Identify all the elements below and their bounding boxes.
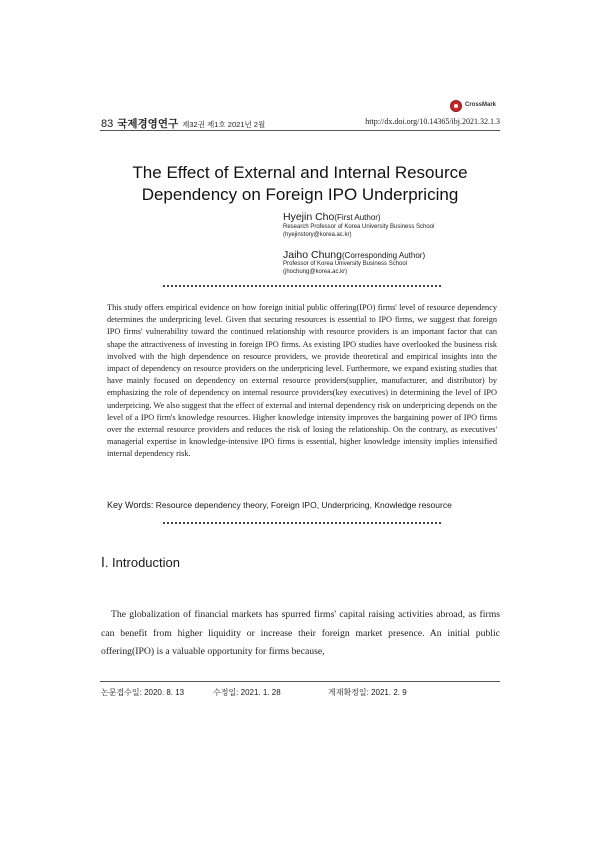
crossmark-label: CrossMark xyxy=(465,102,497,108)
author-2-email[interactable]: (jhochung@korea.ac.kr) xyxy=(283,269,348,275)
journal-name: 국제경영연구 xyxy=(117,118,179,130)
title-line-2: Dependency on Foreign IPO Underpricing xyxy=(141,185,459,204)
doi-link[interactable]: http://dx.doi.org/10.14365/ibj.2021.32.1.3 xyxy=(365,117,500,126)
accepted-date: 게재확정일: 2021. 2. 9 xyxy=(328,688,407,697)
section-heading: Ⅰ. Introduction xyxy=(101,555,180,570)
keywords-label: Key Words: xyxy=(107,500,154,510)
abstract-text: This study offers empirical evidence on how foreign initial public offering(IPO) firms' level of resource dependency determines the underpricing level. Given that securing resources is essential to IPO firms, we suggest that foreign IPO firms' vulnerability toward the continued relationship with resource providers is an important factor that can shape the attractiveness of investing in foreign IPO firms. As existing IPO studies have overlooked the business risk involved with the high dependence on resource providers, we provide theoretical and empirical insights into the impact of dependency on resource providers on the underpricing level. Furthermore, we expand existing studies that have mainly focused on dependency on external resource providers(supplier, manufacturer, and distributor) by emphasizing the role of dependency on internal resource providers(key executives) in determining the level of IPO underpricing. We also suggest that the effect of external and internal dependency risk on underpricing depends on the level of a IPO firm's knowledge resources. Higher knowledge intensity improves the bargaining power of IPO firms over the external resource providers and reduces the risk of losing the relationship. On the contrary, as executives' managerial expertise in knowledge-intensive IPO firms is essential, higher knowledge intensity implies intensified internal dependency risk. xyxy=(107,303,497,459)
header-rule xyxy=(100,130,500,131)
running-header-left xyxy=(101,116,265,131)
keywords-value: Resource dependency theory, Foreign IPO, Underpricing, Knowledge resource xyxy=(155,500,452,510)
keywords xyxy=(107,500,502,510)
author-1-position: Research Professor of Korea University Business School xyxy=(283,224,435,230)
paper-title xyxy=(100,162,500,206)
revised-date: 수정일: 2021. 1. 28 xyxy=(213,688,281,697)
intro-paragraph: The globalization of financial markets has spurred firms' capital raising activities abroad, as firms can benefit from higher liquidity or increase their foreign market presence. An initial public offering(IPO) is a valuable opportunity for firms because, xyxy=(101,609,500,657)
author-2-role: (Corresponding Author) xyxy=(341,251,426,260)
title-line-1: The Effect of External and Internal Resource xyxy=(132,163,468,182)
author-1-email[interactable]: (hyejinstory@korea.ac.kr) xyxy=(283,232,352,238)
dotted-divider-top xyxy=(163,285,441,289)
author-1-name: Hyejin Cho xyxy=(283,211,335,223)
submission-dates xyxy=(101,687,407,698)
author-1-role: (First Author) xyxy=(334,213,381,222)
author-2-name: Jaiho Chung xyxy=(283,249,342,261)
dotted-divider-bottom xyxy=(163,522,441,526)
author-2-name-line xyxy=(283,249,425,261)
crossmark-icon xyxy=(450,100,462,112)
volume-issue: 제32권 제1호 2021년 2월 xyxy=(182,120,266,129)
author-1-name-line xyxy=(283,211,381,223)
page-number: 83 xyxy=(101,118,114,130)
footnote-rule xyxy=(100,681,500,682)
crossmark-badge[interactable] xyxy=(450,100,514,114)
author-2-position: Professor of Korea University Business School xyxy=(283,261,408,267)
intro-body xyxy=(101,606,500,662)
received-date: 논문접수일: 2020. 8. 13 xyxy=(101,688,185,697)
